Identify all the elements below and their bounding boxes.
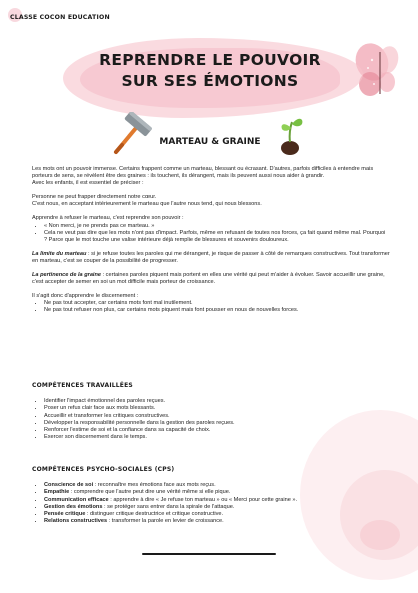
cps-label: Relations constructives [44,518,108,525]
refuse-list [32,223,390,244]
list-item: • Identifier l'impact émotionnel des paroles reçues. [44,398,372,405]
limit-paragraph [32,251,390,265]
list-item [44,518,372,525]
cps-text: : distinguer critique destructrice et critique constructive. [85,511,224,518]
skills-list [32,398,372,442]
list-item: • Développer la responsabilité personnelle dans la gestion des paroles reçues. [44,420,372,427]
discern-list [32,300,390,314]
cps-list [32,482,372,526]
cps-text: : transformer la parole en levier de croissance. [107,518,224,525]
list-item: • Renforcer l'estime de soi et la confiance dans sa capacité de choix. [44,427,372,434]
list-item: • Accueillir et transformer les critiques constructives. [44,413,372,420]
list-item [44,511,372,518]
list-item: • « Non merci, je ne prends pas ce marteau. » [44,223,390,230]
title-line-1: REPRENDRE LE POUVOIR [99,51,321,69]
list-item: • Exercer son discernement dans le temps. [44,434,372,441]
list-item [44,482,372,489]
title-line-2: SUR SES ÉMOTIONS [121,72,299,90]
list-item: • Ne pas tout refuser non plus, car certains mots piquent mais font pousser en nous de nouvelles forces. [44,307,390,314]
skills-title: COMPÉTENCES TRAVAILLÉES [32,382,133,389]
cps-text: : se protéger sans entrer dans la spirale de l'attaque. [102,503,235,510]
list-item [44,504,372,511]
seedling-icon [272,112,308,158]
seed-text: : certaines paroles piquent mais portent en elles une vérité qui peut m'aider à évoluer. Savoir accueillir une graine, c'est accepter de semer en soi un mot difficile mais porteur de croissance. [32,272,385,286]
cps-list-block [32,482,372,526]
list-item [44,489,372,496]
seed-paragraph [32,272,390,286]
intro-paragraph: Personne ne peut frapper directement notre cœur. [32,194,157,201]
list-item: • Poser un refus clair face aux mots blessants. [44,405,372,412]
skills-list-block [32,398,372,442]
cps-label: Conscience de soi [44,482,94,488]
cps-label: Empathie [44,489,70,496]
limit-text: : si je refuse toutes les paroles qui me dérangent, je risque de passer à côté de remarques constructives. Tout transformer en marteau, c'est se couper de la possibilité de progresser. [32,250,390,264]
cps-label: Communication efficace [44,496,109,503]
cps-title: COMPÉTENCES PSYCHO-SOCIALES (CPS) [32,466,175,473]
cps-text: : comprendre que l'autre peut dire une vérité même si elle pique. [69,489,231,496]
list-item: • Ne pas tout accepter, car certains mots font mal inutilement. [44,300,390,307]
list-item [44,497,372,504]
intro-paragraph: C'est nous, en acceptant intérieurement le marteau que l'autre nous tend, qui nous blessons. [32,201,262,208]
seed-label: La pertinence de la graine [32,272,102,279]
page-title [60,50,360,92]
divider [142,553,276,555]
limit-label: La limite du marteau [32,250,87,257]
list-item: • Cela ne veut pas dire que les mots n'ont pas d'impact. Parfois, même en refusant de toutes nos forces, ça fait quand même mal. Pourquoi ? Parce que le mot touche une valise intérieure déjà remplie de blessures et souvenirs douloureux. [44,230,390,244]
cps-label: Pensée critique [44,511,86,518]
intro-paragraph: Apprendre à refuser le marteau, c'est reprendre son pouvoir : [32,215,184,222]
subtitle: MARTEAU & GRAINE [159,137,261,147]
intro-text [32,166,390,315]
intro-paragraph: Les mots ont un pouvoir immense. Certains frappent comme un marteau, blessant ou écrasant. D'autres, parfois difficiles à entendre mais porteurs de sens, se révèlent être des graines : ils touchent, ils dérangent, mais ils peuvent aussi nous aider à grandir. [32,166,374,180]
cps-text: : reconnaître mes émotions face aux mots reçus. [93,482,216,488]
intro-paragraph: Avec les enfants, il est essentiel de préciser : [32,180,144,187]
discern-intro: Il s'agit donc d'apprendre le discernement : [32,293,139,300]
hammer-icon [108,112,152,158]
brand-name: CLASSE COCON EDUCATION [10,14,110,21]
cps-label: Gestion des émotions [44,503,103,510]
cps-text: : apprendre à dire « Je refuse ton marteau » ou « Merci pour cette graine ». [108,496,298,503]
